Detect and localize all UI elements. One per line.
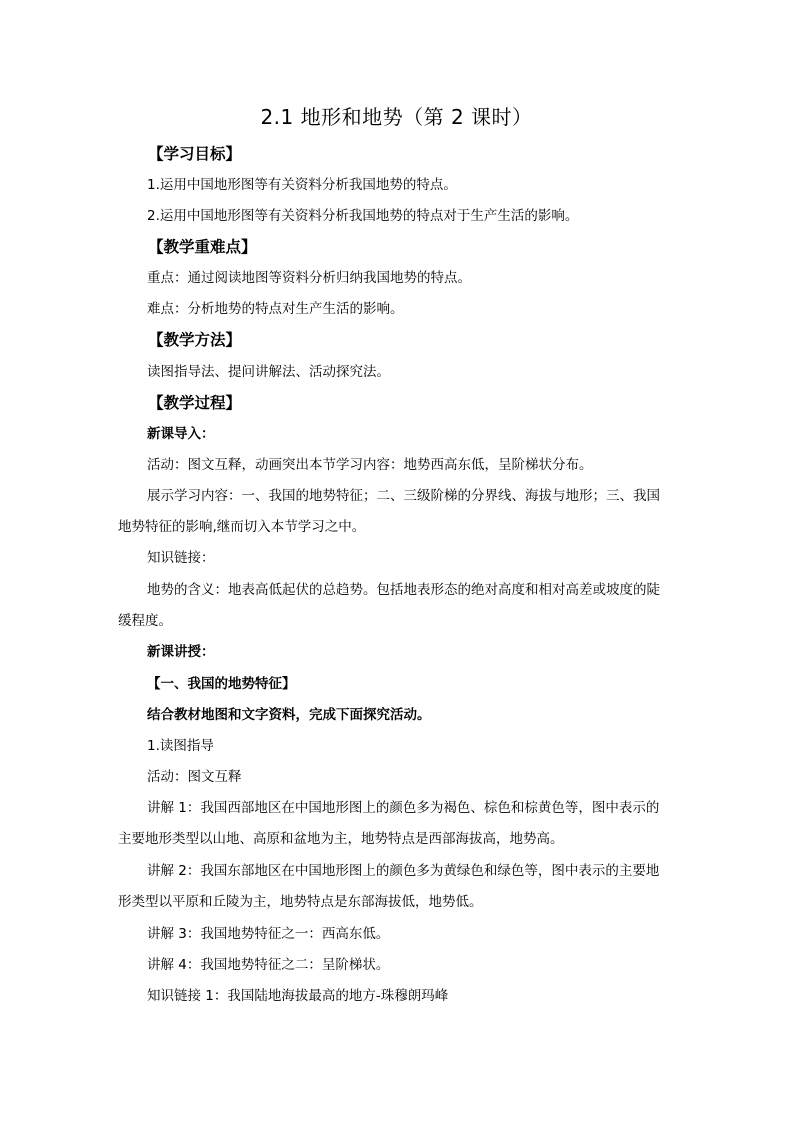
step-1-activity: 活动：图文互释 <box>147 769 242 785</box>
explain-2-line-2: 形类型以平原和丘陵为主，地势特点是东部海拔低，地势低。 <box>118 894 483 910</box>
knowledge-link-1: 知识链接 1：我国陆地海拔最高的地方-珠穆朗玛峰 <box>147 988 449 1004</box>
terrain-meaning-line-2: 缓程度。 <box>118 613 172 629</box>
lecture-label: 新课讲授： <box>147 644 215 660</box>
objectives-heading: 【学习目标】 <box>148 145 242 163</box>
methods-heading: 【教学方法】 <box>148 331 242 349</box>
show-content-line-2: 地势特征的影响,继而切入本节学习之中。 <box>118 519 366 535</box>
explain-4: 讲解 4：我国地势特征之二：呈阶梯状。 <box>147 957 390 973</box>
explain-1-line-2: 主要地形类型以山地、高原和盆地为主，地势特点是西部海拔高，地势高。 <box>118 831 564 847</box>
explain-2-line-1: 讲解 2：我国东部地区在中国地形图上的颜色多为黄绿色和绿色等，图中表示的主要地 <box>147 863 660 879</box>
key-point: 重点：通过阅读地图等资料分析归纳我国地势的特点。 <box>147 270 471 286</box>
document-title: 2.1 地形和地势（第 2 课时） <box>260 105 533 129</box>
difficult-point: 难点：分析地势的特点对生产生活的影响。 <box>147 301 404 317</box>
explain-3: 讲解 3：我国地势特征之一：西高东低。 <box>147 926 390 942</box>
difficulties-heading: 【教学重难点】 <box>148 238 257 256</box>
terrain-meaning-line-1: 地势的含义：地表高低起伏的总趋势。包括地表形态的绝对高度和相对高差或坡度的陡 <box>147 582 660 598</box>
show-content-line-1: 展示学习内容：一、我国的地势特征；二、三级阶梯的分界线、海拔与地形；三、我国 <box>147 488 660 504</box>
task-instruction: 结合教材地图和文字资料，完成下面探究活动。 <box>147 707 431 723</box>
step-1: 1.读图指导 <box>147 738 214 754</box>
objective-item-1: 1.运用中国地形图等有关资料分析我国地势的特点。 <box>147 177 457 193</box>
intro-activity: 活动：图文互释，动画突出本节学习内容：地势西高东低，呈阶梯状分布。 <box>147 457 593 473</box>
section-1-heading: 【一、我国的地势特征】 <box>147 676 296 692</box>
explain-1-line-1: 讲解 1：我国西部地区在中国地形图上的颜色多为褐色、棕色和棕黄色等，图中表示的 <box>147 800 660 816</box>
methods-text: 读图指导法、提问讲解法、活动探究法。 <box>147 364 390 380</box>
objective-item-2: 2.运用中国地形图等有关资料分析我国地势的特点对于生产生活的影响。 <box>147 208 579 224</box>
intro-label: 新课导入： <box>147 426 215 442</box>
process-heading: 【教学过程】 <box>148 394 242 412</box>
knowledge-label: 知识链接： <box>147 550 215 566</box>
